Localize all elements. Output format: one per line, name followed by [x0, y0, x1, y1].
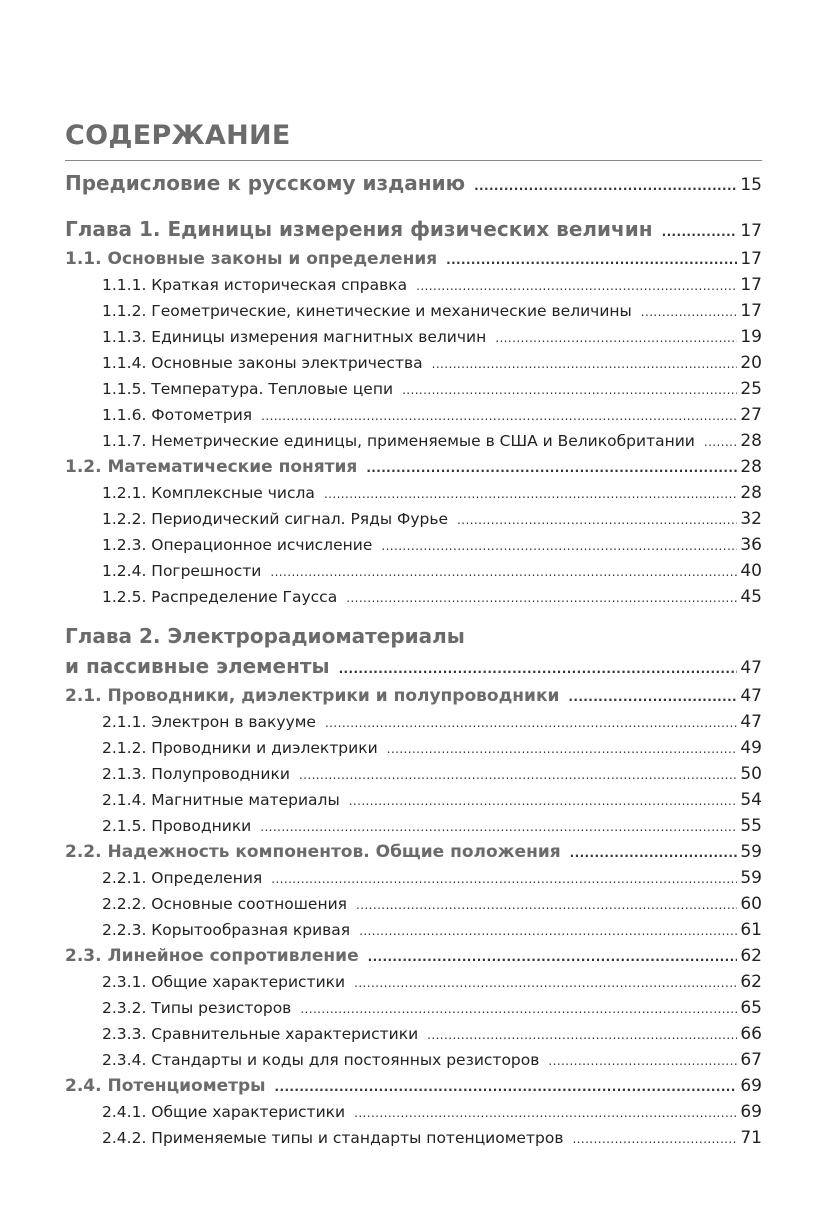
dot-leader — [356, 893, 737, 918]
toc-page-number: 20 — [740, 353, 762, 373]
toc-chapter-1[interactable] — [65, 214, 762, 247]
toc-subsection[interactable] — [65, 351, 762, 377]
dot-leader — [495, 326, 737, 351]
toc-entry-title: 2.1.2. Проводники и диэлектрики — [102, 739, 378, 757]
toc-entry-title: 2.2.1. Определения — [102, 869, 263, 887]
toc-entry-title: 1.1.6. Фотометрия — [102, 406, 253, 424]
toc-page-number: 49 — [740, 738, 762, 758]
toc-subsection[interactable] — [65, 559, 762, 585]
toc-entry-title: 1.1.7. Неметрические единицы, применяемые в США и Великобритании — [102, 432, 695, 450]
toc-page-number: 60 — [740, 894, 762, 914]
toc-subsection[interactable] — [65, 377, 762, 403]
dot-leader — [339, 654, 738, 684]
toc-page-number: 55 — [740, 816, 762, 836]
dot-leader — [275, 1075, 738, 1100]
dot-leader — [457, 508, 737, 533]
dot-leader — [368, 945, 738, 970]
toc-subsection[interactable] — [65, 996, 762, 1022]
toc-subsection[interactable] — [65, 788, 762, 814]
toc-entry-title: 1.1.3. Единицы измерения магнитных величин — [102, 328, 487, 346]
toc-page-number: 65 — [740, 998, 762, 1018]
toc-section-2-2[interactable] — [65, 840, 762, 866]
toc-section-1-1[interactable] — [65, 247, 762, 273]
toc-subsection[interactable] — [65, 1126, 762, 1152]
toc-page-number: 28 — [740, 483, 762, 503]
toc-page-number: 28 — [740, 457, 762, 477]
title-divider — [65, 160, 762, 161]
toc-subsection[interactable] — [65, 533, 762, 559]
dot-leader — [572, 1127, 737, 1152]
toc-entry-title: Глава 1. Единицы измерения физических величин — [65, 217, 653, 241]
dot-leader — [446, 248, 737, 273]
toc-page-number: 25 — [740, 379, 762, 399]
dot-leader — [325, 711, 737, 736]
toc-page-number: 47 — [740, 658, 762, 678]
toc-section-2-3[interactable] — [65, 944, 762, 970]
toc-entry-title: 2.2.2. Основные соотношения — [102, 895, 347, 913]
dot-leader — [261, 404, 737, 429]
toc-page-number: 19 — [740, 327, 762, 347]
toc-entry-title: 1.1.2. Геометрические, кинетические и механические величины — [102, 302, 632, 320]
toc-section-1-2[interactable] — [65, 455, 762, 481]
dot-leader — [260, 815, 737, 840]
toc-page-number: 27 — [740, 405, 762, 425]
toc-entry-title: 1.2. Математические понятия — [65, 457, 358, 477]
toc-subsection[interactable] — [65, 892, 762, 918]
dot-leader — [568, 685, 737, 710]
toc-page-number: 59 — [740, 868, 762, 888]
toc-page-number: 67 — [740, 1050, 762, 1070]
toc-subsection[interactable] — [65, 1100, 762, 1126]
toc-entry-title: 1.2.4. Погрешности — [102, 562, 262, 580]
toc-entry-title: 2.3.2. Типы резисторов — [102, 999, 292, 1017]
dot-leader — [641, 300, 738, 325]
toc-page-number: 47 — [740, 686, 762, 706]
toc-entry-title: 2.3.4. Стандарты и коды для постоянных резисторов — [102, 1051, 540, 1069]
toc-page-number: 45 — [740, 587, 762, 607]
toc-subsection[interactable] — [65, 736, 762, 762]
toc-subsection[interactable] — [65, 481, 762, 507]
dot-leader — [300, 997, 737, 1022]
toc-page-number: 69 — [740, 1102, 762, 1122]
toc-page-number: 66 — [740, 1024, 762, 1044]
toc-page-number: 47 — [740, 712, 762, 732]
toc-page-number: 15 — [740, 175, 762, 195]
dot-leader — [432, 352, 738, 377]
dot-leader — [474, 171, 737, 201]
toc-subsection[interactable] — [65, 866, 762, 892]
dot-leader — [354, 971, 737, 996]
dot-leader — [359, 919, 737, 944]
toc-subsection[interactable] — [65, 1022, 762, 1048]
toc-page-number: 61 — [740, 920, 762, 940]
toc-page-number: 62 — [740, 972, 762, 992]
dot-leader — [354, 1101, 737, 1126]
toc-section-2-1[interactable] — [65, 684, 762, 710]
dot-leader — [324, 482, 737, 507]
toc-entry-title: 2.4. Потенциометры — [65, 1076, 266, 1096]
toc-entry-title: 1.2.2. Периодический сигнал. Ряды Фурье — [102, 510, 449, 528]
toc-subsection[interactable] — [65, 1048, 762, 1074]
toc-page-number: 32 — [740, 509, 762, 529]
dot-leader — [387, 737, 738, 762]
toc-subsection[interactable] — [65, 273, 762, 299]
toc-entry-title: 2.2. Надежность компонентов. Общие положения — [65, 842, 561, 862]
toc-page-number: 40 — [740, 561, 762, 581]
dot-leader — [704, 430, 737, 455]
dot-leader — [271, 867, 737, 892]
toc-entry-title: 2.3.1. Общие характеристики — [102, 973, 346, 991]
toc-subsection[interactable] — [65, 403, 762, 429]
toc-page-number: 17 — [740, 221, 762, 241]
toc-entry-title: 2.1.5. Проводники — [102, 817, 252, 835]
toc-page-number: 71 — [740, 1128, 762, 1148]
toc-entry-title: 2.3. Линейное сопротивление — [65, 946, 359, 966]
toc-subsection[interactable] — [65, 325, 762, 351]
toc-page-number: 17 — [740, 249, 762, 269]
toc-subsection[interactable] — [65, 710, 762, 736]
toc-page-number: 69 — [740, 1076, 762, 1096]
toc-preface[interactable] — [65, 168, 762, 201]
toc-page-number: 54 — [740, 790, 762, 810]
dot-leader — [346, 586, 737, 611]
spacer — [65, 611, 762, 621]
toc-entry-title: 2.2.3. Корытообразная кривая — [102, 921, 351, 939]
toc-entry-title: 1.1.1. Краткая историческая справка — [102, 276, 408, 294]
toc-page-number: 59 — [740, 842, 762, 862]
toc-entry-title: Предисловие к русскому изданию — [65, 171, 466, 195]
toc-entry-title: 2.1.4. Магнитные материалы — [102, 791, 340, 809]
toc-entry-title: 1.2.3. Операционное исчисление — [102, 536, 373, 554]
toc-subsection[interactable] — [65, 814, 762, 840]
toc-subsection[interactable] — [65, 918, 762, 944]
toc-entry-title: и пассивные элементы — [65, 654, 330, 678]
dot-leader — [299, 763, 737, 788]
dot-leader — [270, 560, 737, 585]
toc-entry-title: 2.1. Проводники, диэлектрики и полупроводники — [65, 686, 560, 706]
toc-page-number: 36 — [740, 535, 762, 555]
toc-subsection[interactable] — [65, 299, 762, 325]
toc-entry-title: 2.4.2. Применяемые типы и стандарты потенциометров — [102, 1129, 564, 1147]
dot-leader — [381, 534, 737, 559]
toc-section-2-4[interactable] — [65, 1074, 762, 1100]
toc-subsection[interactable] — [65, 507, 762, 533]
dot-leader — [416, 274, 737, 299]
toc-chapter-2[interactable] — [65, 651, 762, 684]
toc-subsection[interactable] — [65, 970, 762, 996]
toc-page-number: 50 — [740, 764, 762, 784]
dot-leader — [366, 456, 737, 481]
toc-entry-title: 2.1.3. Полупроводники — [102, 765, 290, 783]
dot-leader — [349, 789, 738, 814]
toc-subsection[interactable] — [65, 429, 762, 455]
toc-entry-title: 2.1.1. Электрон в вакууме — [102, 713, 316, 731]
dot-leader — [427, 1023, 737, 1048]
dot-leader — [662, 217, 738, 247]
spacer — [65, 201, 762, 214]
table-of-contents — [65, 168, 762, 1152]
toc-page-number: 17 — [740, 301, 762, 321]
toc-chapter-2-title-line[interactable]: Глава 2. Электрорадиоматериалы — [65, 624, 465, 648]
page-title: СОДЕРЖАНИЕ — [65, 120, 291, 151]
toc-entry-title: 2.3.3. Сравнительные характеристики — [102, 1025, 419, 1043]
toc-subsection[interactable] — [65, 762, 762, 788]
toc-entry-title: 2.4.1. Общие характеристики — [102, 1103, 346, 1121]
toc-subsection[interactable] — [65, 585, 762, 611]
toc-page-number: 17 — [740, 275, 762, 295]
toc-entry-title: 1.1.5. Температура. Тепловые цепи — [102, 380, 394, 398]
toc-entry-title: 1.2.1. Комплексные числа — [102, 484, 315, 502]
dot-leader — [570, 841, 738, 866]
toc-page-number: 62 — [740, 946, 762, 966]
toc-entry-title: 1.1. Основные законы и определения — [65, 249, 438, 269]
toc-entry-title: 1.1.4. Основные законы электричества — [102, 354, 423, 372]
toc-page-number: 28 — [740, 431, 762, 451]
dot-leader — [548, 1049, 737, 1074]
toc-entry-title: 1.2.5. Распределение Гаусса — [102, 588, 338, 606]
dot-leader — [402, 378, 737, 403]
